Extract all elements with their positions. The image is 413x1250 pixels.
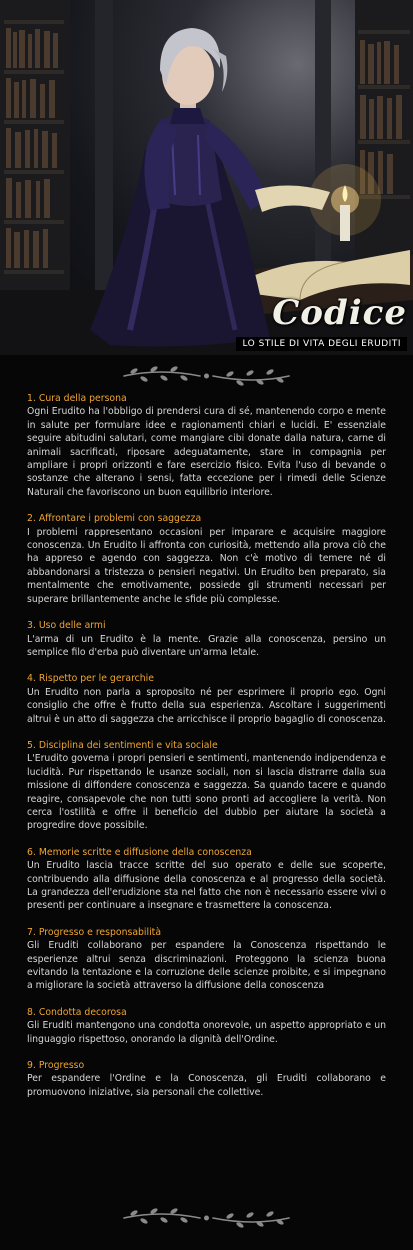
rules-list <box>27 392 386 1112</box>
rule-section <box>27 1006 386 1046</box>
rule-text: Gli Eruditi collaborano per espandere la Conoscenza rispettando le esperienze altrui senza discriminazioni. Proteggono la scienza buona evitando la tentazione e la corruzione delle scienze proibite, e si impegnano a migliorare la società attraverso la diffusione della conoscenza <box>27 940 386 992</box>
rule-heading: 1. Cura della persona <box>27 393 127 404</box>
rule-heading: 6. Memorie scritte e diffusione della conoscenza <box>27 846 252 858</box>
rule-heading: 4. Rispetto per le gerarchie <box>27 673 154 685</box>
page-title: Codice <box>272 293 407 333</box>
laurel-divider-icon <box>120 364 293 388</box>
rule-text: Un Erudito non parla a sproposito né per esprimere il proprio ego. Ogni consiglio che offre è frutto della sua esperienza. Ascoltare i suggerimenti altrui è un atto di saggezza che arricchisce il proprio bagaglio di conoscenza. <box>27 686 387 725</box>
rule-text: L'arma di un Erudito è la mente. Grazie alla conoscenza, persino un semplice filo d'erba può diventare un'arma letale. <box>27 633 386 658</box>
rule-heading: 2. Affrontare i problemi con saggezza <box>27 513 202 525</box>
rule-text: Gli Eruditi mantengono una condotta onorevole, un aspetto appropriato e un linguaggio rispettoso, onorando la dignità dell'Ordine. <box>27 1020 386 1045</box>
rule-text: Ogni Erudito ha l'obbligo di prendersi cura di sé, mantenendo corpo e mente in salute per formulare idee e ragionamenti chiari e lucidi. E' essenziale seguire abitudini salutari, come mangiare cibi donate dalla natura, carne di animali sacrificati, riposare adeguatamente, stare in compagnia per ampliare i propri orizzonti e fare esercizio fisico. Evita l'uso di bevande o sostanze che alterano i sensi, fatta eccezione per i rimedi delle Scienze Naturali che favoriscono un buon equilibrio interiore. <box>27 406 386 498</box>
rule-heading: 7. Progresso e responsabilità <box>27 926 162 938</box>
page-subtitle: LO STILE DI VITA DEGLI ERUDITI <box>236 337 407 351</box>
rule-text: Per espandere l'Ordine e la Conoscenza, gli Eruditi collaborano e promuovono iniziative, sia personali che collettive. <box>27 1073 386 1098</box>
header-illustration <box>0 0 413 355</box>
rule-heading: 8. Condotta decorosa <box>27 1006 127 1018</box>
rule-heading: 5. Disciplina dei sentimenti e vita sociale <box>27 739 218 751</box>
header-title-block <box>236 295 407 351</box>
rule-section <box>27 672 386 726</box>
rule-section <box>27 739 386 833</box>
rule-section <box>27 926 386 993</box>
rule-heading: 3. Uso delle armi <box>27 620 106 632</box>
rule-text: I problemi rappresentano occasioni per imparare e acquisire maggiore conoscenza. Un Erudito li affronta con curiosità, mettendo alla prova ciò che ha appreso e agendo con saggezza. Non c'è motivo di temere né di abbandonarsi a tristezza o pensieri negativi. Un Erudito ben preparato, sia mentalmente che emotivamente, possiede gli strumenti necessari per superare brillantemente anche le sfide più complesse. <box>27 526 386 605</box>
rule-section <box>27 1059 386 1099</box>
rule-heading: 9. Progresso <box>27 1060 85 1072</box>
rule-text: L'Erudito governa i propri pensieri e sentimenti, mantenendo indipendenza e lucidità. Pur rispettando le usanze sociali, non si lascia distrarre dalla sua missione di diffondere conoscenza e saggezza. Sa quando tacere e quando reagire, consapevole che non tutti sono pronti ad accogliere la verità. Non cerca l'ostilità e offre il beneficio del dubbio per aiutare la società a progredire dove possibile. <box>27 753 386 832</box>
rule-section <box>27 512 386 606</box>
laurel-divider-icon <box>120 1206 293 1230</box>
rule-section <box>27 619 386 659</box>
rule-text: Un Erudito lascia tracce scritte del suo operato e delle sue scoperte, contribuendo alla diffusione della conoscenza e al progresso della società. La grandezza dell'erudizione sta nel fatto che non è necessario essere vivi o presenti per continuare a insegnare e trasmettere la conoscenza. <box>27 860 386 912</box>
rule-section <box>27 846 386 913</box>
rule-section <box>27 392 386 499</box>
